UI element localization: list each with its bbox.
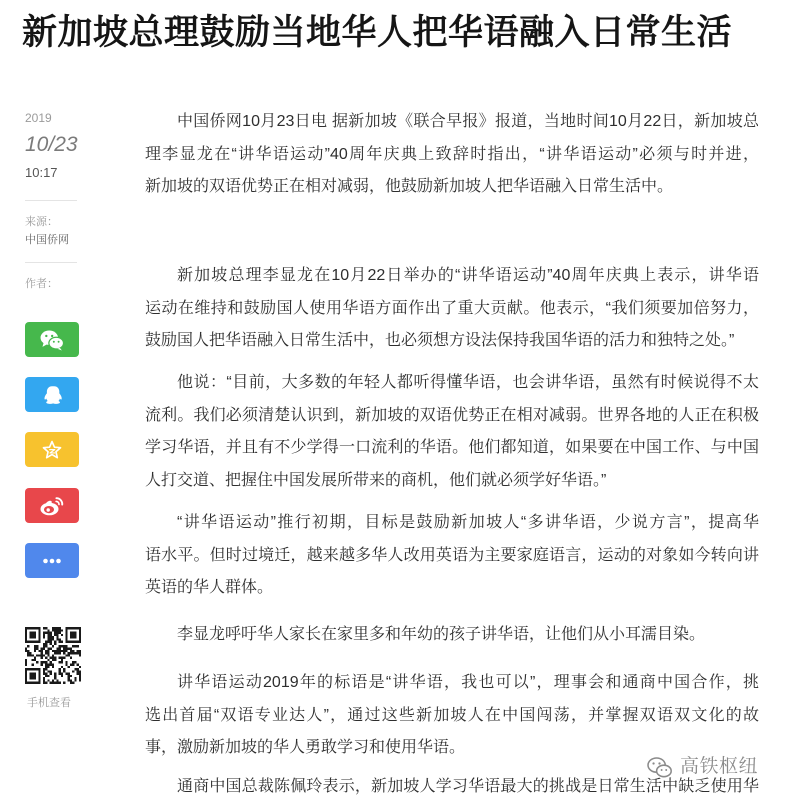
- publish-date: 10/23: [25, 133, 78, 156]
- share-qzone-button[interactable]: [25, 432, 79, 467]
- article-paragraph: [145, 106, 759, 204]
- article-paragraph: [145, 619, 759, 652]
- share-weibo-button[interactable]: [25, 488, 79, 523]
- article-paragraph: [145, 367, 759, 497]
- qr-caption: 手机查看: [27, 697, 71, 709]
- paragraph-line: 李显龙呼吁华人家长在家里多和年幼的孩子讲华语，让他们从小耳濡目染。: [177, 626, 706, 643]
- paragraph-line: 运动在维持和鼓励国人使用华语方面作出了重大贡献。他表示，“我们须要加倍努力，: [145, 299, 759, 317]
- paragraph-line: 选出首届“双语专业达人”，通过这些新加坡人在中国闯荡，并掌握双语双文化的故: [145, 706, 759, 724]
- sidebar-divider: [25, 262, 77, 263]
- paragraph-line: 理李显龙在“讲华语运动”40周年庆典上致辞时指出，“讲华语运动”必须与时并进，: [145, 145, 759, 163]
- paragraph-line: 鼓励国人把华语融入日常生活中，也必须想方设法保持我国华语的活力和独特之处。”: [145, 332, 735, 349]
- article-body: [145, 0, 759, 800]
- paragraph-line: 英语的华人群体。: [145, 579, 274, 596]
- paragraph-line: 新加坡的双语优势正在相对减弱，他鼓励新加坡人把华语融入日常生活中。: [145, 178, 674, 195]
- paragraph-line: 讲华语运动2019年的标语是“讲华语，我也可以”，理事会和通商中国合作，挑: [177, 674, 759, 691]
- article-paragraph: [145, 260, 759, 358]
- source-value: 中国侨网: [25, 234, 69, 246]
- share-wechat-button[interactable]: [25, 322, 79, 357]
- qr-code: [25, 627, 81, 684]
- article-paragraph: [145, 507, 759, 605]
- weibo-icon: [39, 495, 65, 517]
- article-title: 新加坡总理鼓励当地华人把华语融入日常生活: [22, 13, 733, 52]
- qzone-icon: [41, 439, 63, 461]
- more-icon: [40, 549, 64, 573]
- paragraph-line: “讲华语运动”推行初期，目标是鼓励新加坡人“多讲华语，少说方言”，提高华: [177, 514, 759, 531]
- article-sidebar: [25, 0, 87, 800]
- watermark-text: 高铁枢纽: [680, 756, 759, 777]
- watermark: [646, 753, 758, 781]
- paragraph-line: 流利。我们必须清楚认识到，新加坡的双语优势正在相对减弱。世界各地的人正在积极: [145, 406, 759, 424]
- source-label: 来源：: [25, 216, 58, 228]
- publish-year: 2019: [25, 111, 52, 125]
- paragraph-line: 他说：“目前，大多数的年轻人都听得懂华语，也会讲华语，虽然有时候说得不太: [177, 374, 759, 391]
- share-qq-button[interactable]: [25, 377, 79, 412]
- paragraph-line: 人打交道、把握住中国发展所带来的商机，他们就必须学好华语。”: [145, 471, 607, 489]
- publish-time: 10:17: [25, 165, 58, 180]
- paragraph-line: 通商中国总裁陈佩玲表示，新加坡人学习华语最大的挑战是日常生活中缺乏使用华: [177, 778, 759, 795]
- wechat-icon: [646, 756, 673, 779]
- share-more-button[interactable]: [25, 543, 79, 578]
- paragraph-line: 学习华语，并且有不少学得一口流利的华语。他们都知道，如果要在中国工作、与中国: [145, 439, 759, 456]
- author-label: 作者：: [25, 278, 58, 290]
- paragraph-line: 语水平。但时过境迁，越来越多华人改用英语为主要家庭语言，运动的对象如今转向讲: [145, 546, 759, 564]
- paragraph-line: 事，激励新加坡的华人勇敢学习和使用华语。: [145, 739, 466, 756]
- paragraph-line: 中国侨网10月23日电 据新加坡《联合早报》报道，当地时间10月22日，新加坡总: [177, 113, 759, 130]
- article-paragraph: [145, 667, 759, 765]
- sidebar-divider: [25, 200, 77, 201]
- wechat-icon: [39, 329, 65, 351]
- qq-icon: [41, 384, 63, 406]
- paragraph-line: 新加坡总理李显龙在10月22日举办的“讲华语运动”40周年庆典上表示，讲华语: [177, 267, 759, 284]
